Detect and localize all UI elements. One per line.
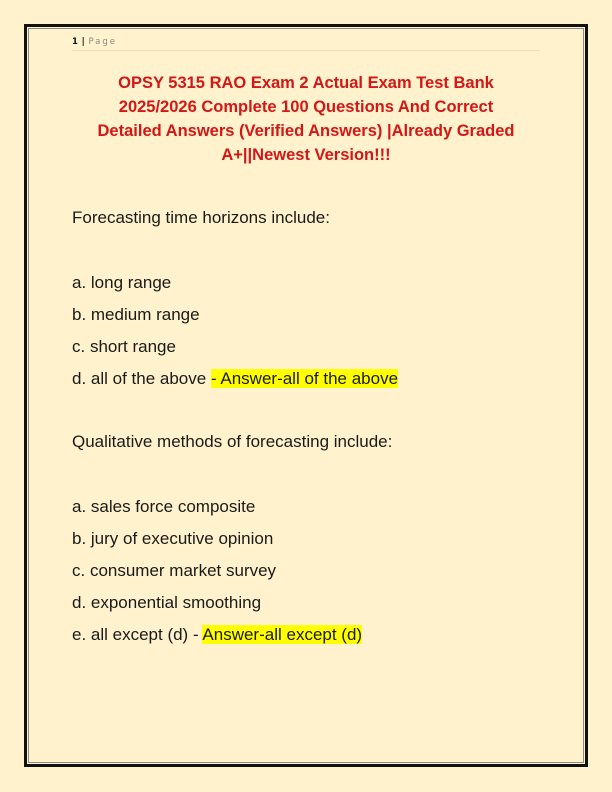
document-title — [64, 71, 548, 167]
question-2-option-b: b. jury of executive opinion — [72, 529, 274, 548]
title-line: OPSY 5315 RAO Exam 2 Actual Exam Test Bank — [118, 74, 494, 92]
option-text: d. all of the above — [72, 369, 211, 388]
question-1-option-c: c. short range — [72, 337, 176, 356]
question-1-option-b: b. medium range — [72, 305, 200, 324]
question-2-option-c: c. consumer market survey — [72, 561, 277, 580]
question-2-prompt: Qualitative methods of forecasting include: — [72, 432, 393, 451]
question-2-option-a: a. sales force composite — [72, 497, 256, 516]
title-line: 2025/2026 Complete 100 Questions And Correct — [118, 98, 494, 116]
question-2-option-e — [72, 624, 362, 646]
question-1-option-a: a. long range — [72, 273, 172, 292]
answer-highlight: - Answer-all of the above — [210, 369, 399, 388]
option-text: e. all except (d) — [72, 625, 193, 644]
title-line: A+||Newest Version!!! — [221, 146, 391, 164]
answer-prefix: - — [192, 625, 203, 644]
question-2-option-d: d. exponential smoothing — [72, 593, 262, 612]
page-number: 1 — [72, 37, 78, 47]
question-1-option-d — [72, 368, 398, 390]
title-line: Detailed Answers (Verified Answers) |Already Graded — [97, 122, 515, 140]
page-separator: | — [81, 37, 85, 47]
page-header — [72, 36, 540, 51]
question-1-prompt: Forecasting time horizons include: — [72, 208, 330, 227]
answer-highlight: Answer-all except (d) — [202, 625, 363, 644]
page-label: Page — [88, 37, 118, 47]
